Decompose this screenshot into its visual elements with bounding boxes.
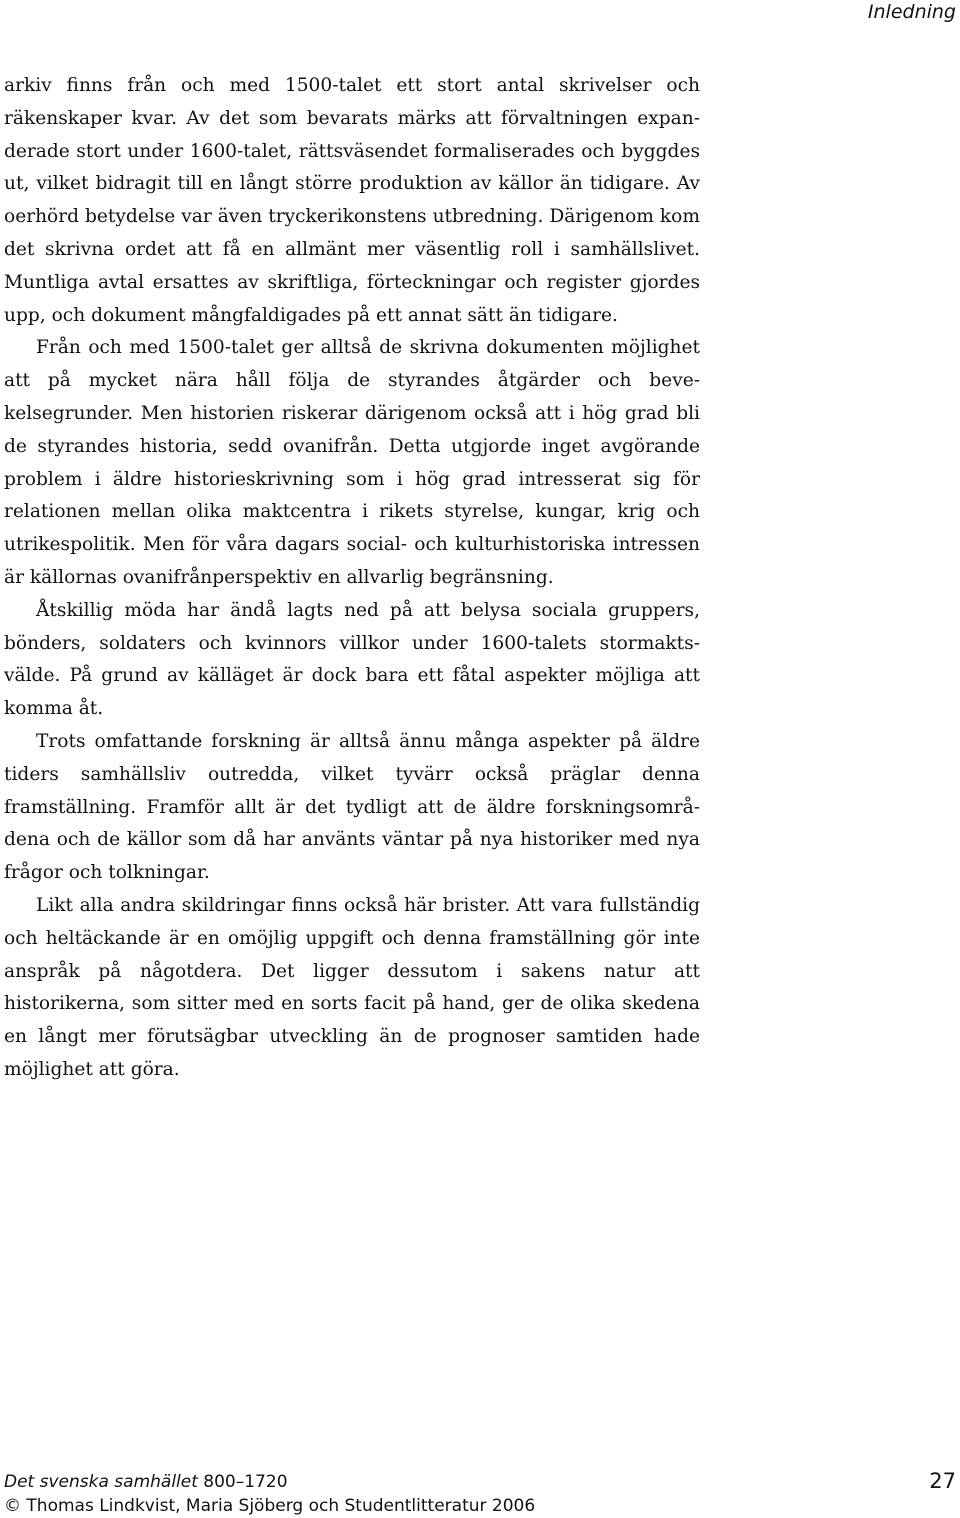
page-number: 27	[929, 1469, 956, 1493]
paragraph-1: arkiv finns från och med 1500-talet ett stort antal skrivelser och räkenskaper kvar. Av det som bevarats märks att förvaltningen expanderade stort under 1600-talet, rättsväsendet formaliserades och byggdes ut, vilket bidragit till en långt större produktion av källor än tidigare. Av oerhörd betydelse var även tryckerikonstens utbredning. Därigenom kom det skrivna ordet att få en allmänt mer väsentlig roll i samhällslivet. Muntliga avtal ersattes av skriftliga, förteckningar och register gjordes upp, och dokument mångfaldigades på ett annat sätt än tidigare.	[4, 75, 700, 326]
body-text	[4, 70, 700, 1087]
paragraph-2: Från och med 1500-talet ger alltså de skrivna dokumenten möjlighet att på mycket nära håll följa de styrandes åtgärder och bevekelsegrunder. Men historien riskerar därigenom också att i hög grad bli de styrandes historia, sedd ovanifrån. Detta utgjorde inget avgörande problem i äldre historieskrivning som i hög grad intresserat sig för relationen mellan olika maktcentra i rikets styrelse, kungar, krig och utrikespolitik. Men för våra dagars social- och kulturhistoriska intressen är källornas ovanifrånperspektiv en allvarlig begränsning.	[4, 337, 700, 588]
paragraph-3: Åtskillig möda har ändå lagts ned på att belysa sociala gruppers, bönders, soldaters och kvinnors villkor under 1600-talets stormaktsvälde. På grund av källäget är dock bara ett fåtal aspekter möjliga att komma åt.	[4, 599, 700, 720]
footer	[4, 1470, 535, 1518]
copyright-line: © Thomas Lindkvist, Maria Sjöberg och Studentlitteratur 2006	[4, 1496, 536, 1516]
footer-book-line	[4, 1470, 535, 1494]
paragraph-5: Likt alla andra skildringar finns också här brister. Att vara fullständig och heltäckande är en omöjlig uppgift och denna framställning gör inte anspråk på någotdera. Det ligger dessutom i sakens natur att historikerna, som sitter med en sorts facit på hand, ger de olika skedena en långt mer förutsägbar utveckling än de prognoser samtiden hade möjlighet att göra.	[4, 894, 700, 1080]
running-head: Inledning	[867, 1, 956, 23]
paragraph-4: Trots omfattande forskning är alltså ännu många aspekter på äldre tiders samhällsliv outredda, vilket tyvärr också präglar denna framställning. Framför allt är det tydligt att de äldre forskningsområdena och de källor som då har använts väntar på nya historiker med nya frågor och tolkningar.	[4, 730, 700, 884]
book-title: Det svenska samhället	[4, 1472, 198, 1492]
book-years: 800–1720	[203, 1472, 288, 1492]
